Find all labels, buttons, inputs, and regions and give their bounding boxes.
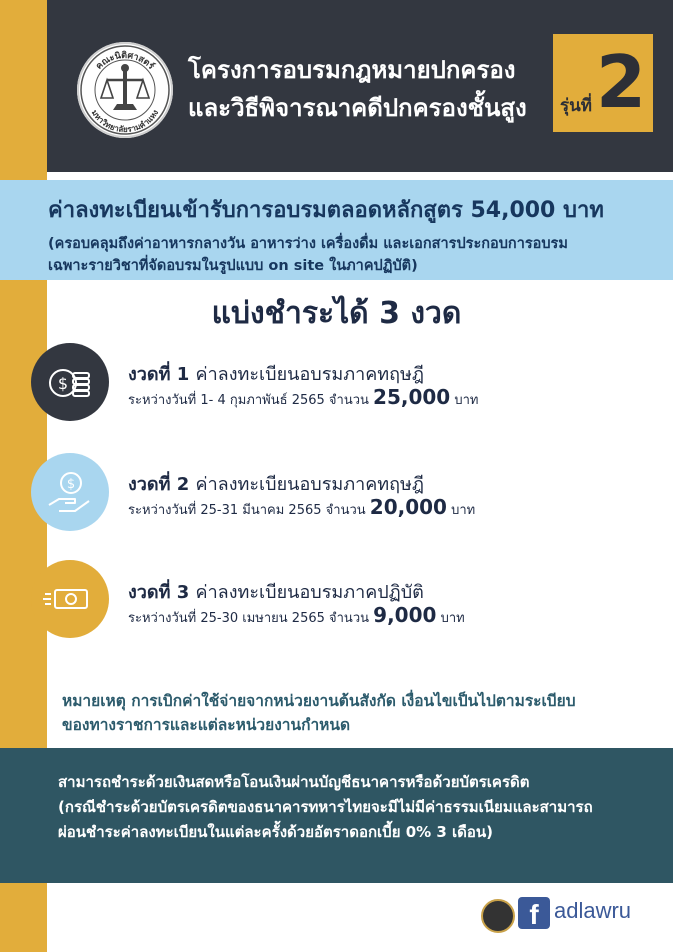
svg-text:$: $ — [66, 477, 76, 492]
facebook-page-name[interactable]: adlawru — [554, 898, 632, 923]
installment-1-badge — [31, 343, 109, 421]
installment-1-amount: 25,000 — [373, 385, 451, 409]
split-payment-title: แบ่งชำระได้ 3 งวด — [211, 296, 462, 331]
faculty-logo — [77, 42, 173, 138]
note-line-1: หมายเหตุ การเบิกค่าใช้จ่ายจากหน่วยงานต้นสังกัด เงื่อนไขเป็นไปตามระเบียบ — [62, 692, 576, 710]
title-line-1: โครงการอบรมกฎหมายปกครอง — [188, 56, 516, 84]
installment-3-unit: บาท — [440, 611, 465, 626]
generation-number: 2 — [596, 40, 647, 124]
generation-label: รุ่นที่ — [560, 96, 592, 116]
payment-line-3: ผ่อนชำระค่าลงทะเบียนในแต่ละครั้งด้วยอัตราดอกเบี้ย 0% 3 เดือน) — [58, 823, 494, 841]
note-line-2: ของทางราชการและแต่ละหน่วยงานกำหนด — [62, 716, 351, 734]
installment-1-title — [128, 359, 424, 388]
installment-3-title — [128, 577, 424, 606]
installment-3-period: ระหว่างวันที่ 25-30 เมษายน 2565 จำนวน — [128, 611, 370, 626]
fee-main-text: ค่าลงทะเบียนเข้ารับการอบรมตลอดหลักสูตร 54,000 บาท — [48, 198, 604, 223]
fee-sub-line-2: เฉพาะรายวิชาที่จัดอบรมในรูปแบบ on site ในภาคปฏิบัติ) — [48, 258, 418, 274]
installment-1-description: ค่าลงทะเบียนอบรมภาคทฤษฎี — [195, 364, 424, 385]
installment-2-title — [128, 469, 424, 498]
installment-1-details — [128, 385, 479, 410]
installment-2-period: ระหว่างวันที่ 25-31 มีนาคม 2565 จำนวน — [128, 503, 366, 518]
logo-text-bottom: มหาวิทยาลัยรามคำแหง — [89, 108, 161, 135]
footer-seal-icon — [481, 899, 515, 933]
installment-2-number: งวดที่ 2 — [128, 474, 190, 495]
coins-icon — [31, 343, 109, 421]
installment-1-number: งวดที่ 1 — [128, 364, 190, 385]
hand-coin-icon — [31, 453, 109, 531]
faculty-seal-icon — [77, 42, 173, 138]
title-line-2: และวิธีพิจารณาคดีปกครองชั้นสูง — [188, 94, 527, 122]
facebook-icon[interactable]: f — [518, 897, 550, 929]
installment-3-description: ค่าลงทะเบียนอบรมภาคปฏิบัติ — [195, 582, 424, 603]
banknote-icon — [31, 560, 109, 638]
payment-line-2: (กรณีชำระด้วยบัตรเครดิตของธนาคารทหารไทยจะมีไม่มีค่าธรรมเนียมและสามารถ — [58, 798, 593, 816]
installment-2-badge — [31, 453, 109, 531]
fee-sub-line-1: (ครอบคลุมถึงค่าอาหารกลางวัน อาหารว่าง เครื่องดื่ม และเอกสารประกอบการอบรม — [48, 236, 568, 252]
logo-text-top: คณะนิติศาสตร์ — [94, 50, 156, 72]
installment-3-number: งวดที่ 3 — [128, 582, 190, 603]
installment-3-details — [128, 603, 465, 628]
installment-3-amount: 9,000 — [373, 603, 437, 627]
svg-text:$: $ — [57, 374, 69, 393]
installment-1-unit: บาท — [454, 393, 479, 408]
installment-2-unit: บาท — [451, 503, 476, 518]
installment-2-details — [128, 495, 475, 520]
installment-2-amount: 20,000 — [369, 495, 447, 519]
installment-1-period: ระหว่างวันที่ 1- 4 กุมภาพันธ์ 2565 จำนวน — [128, 393, 369, 408]
installment-2-description: ค่าลงทะเบียนอบรมภาคทฤษฎี — [195, 474, 424, 495]
payment-line-1: สามารถชำระด้วยเงินสดหรือโอนเงินผ่านบัญชีธนาคารหรือด้วยบัตรเครดิต — [58, 773, 530, 791]
installment-3-badge — [31, 560, 109, 638]
